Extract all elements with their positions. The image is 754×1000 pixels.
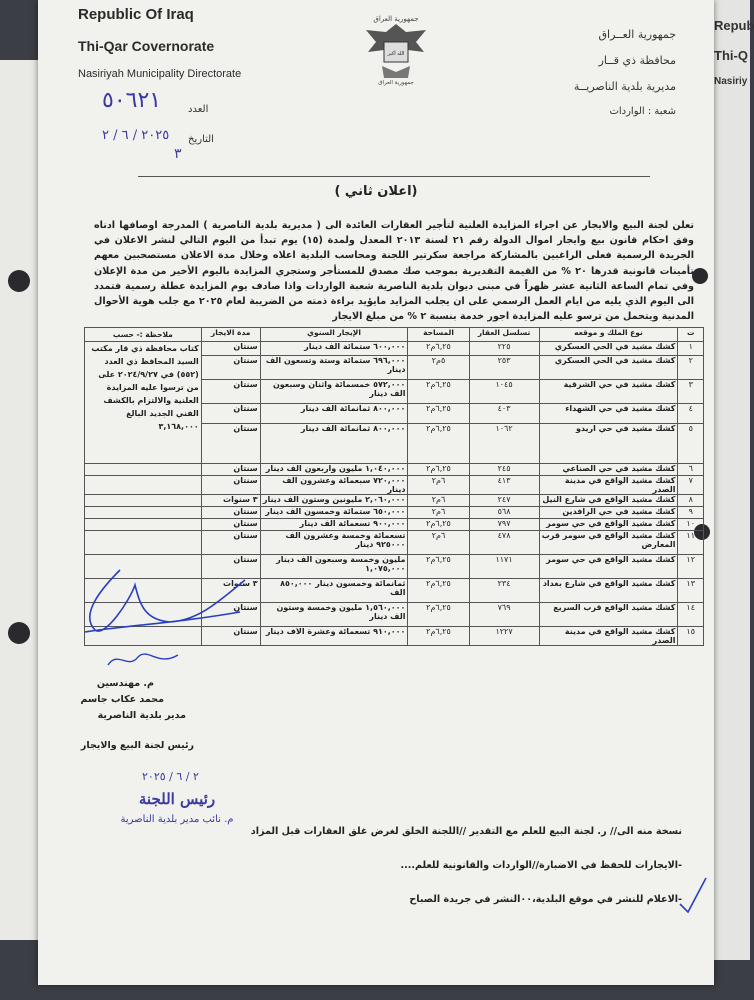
cell-number: ١١: [678, 531, 704, 555]
cell-rent: ٧٢٠,٠٠٠ سبعمائة وعشرون الف دينار: [260, 476, 408, 495]
header-divider: [138, 176, 650, 177]
header-en-country: Republic Of Iraq: [78, 6, 194, 23]
official-stamp: [82, 770, 262, 842]
cell-property: كشك مشيد الواقع في مدينة الصدر: [539, 476, 678, 495]
cell-rent: ٥٧٢,٠٠٠ خمسمائة واثنان وسبعون الف دينار: [260, 380, 408, 404]
emblem-mid-text: الله أكبر: [387, 51, 405, 57]
background-text: Nasiriy: [714, 76, 748, 87]
stamp-line2: م. نائب مدير بلدية الناصرية: [120, 814, 234, 825]
table-row: [85, 495, 704, 507]
cell-period: سنتان: [201, 342, 260, 356]
punch-hole: [8, 270, 30, 292]
col-header-note: ملاحظة :- حسب: [85, 328, 202, 342]
cell-number: ٦: [678, 464, 704, 476]
background-paper-right: [710, 0, 754, 960]
cell-note: كتاب محافظة ذي قار مكتب السيد المحافظ ذي العدد (٥٥٢) في ٢٠٢٤/٩/٢٧ على من ترسوا عليه المزايدة العلنية والالتزام بالكشف الفني الجديد البالغ ٣,١٦٨,٠٠٠: [85, 342, 202, 464]
cell-area: ٦م٢: [408, 531, 469, 555]
check-mark-icon: [678, 876, 708, 916]
cell-area: ٦م٢: [408, 476, 469, 495]
cell-note-empty: [85, 495, 202, 507]
cell-period: سنتان: [201, 555, 260, 579]
cell-area: ٦,٢٥م٢: [408, 404, 469, 424]
header-ar-section: شعبة : الواردات: [609, 106, 676, 117]
cell-rent: ٦٠٠,٠٠٠ ستمائة الف دينار: [260, 342, 408, 356]
punch-hole: [8, 622, 30, 644]
cell-rent: ٨٠٠,٠٠٠ ثمانمائة الف دينار: [260, 424, 408, 464]
punch-hole: [692, 268, 708, 284]
header-ar-directorate: مديرية بلدية الناصريــة: [573, 80, 676, 93]
cell-period: سنتان: [201, 531, 260, 555]
cell-area: ٦,٢٥م٢: [408, 579, 469, 603]
cell-sequence: ٤٧٨: [469, 531, 539, 555]
cell-number: ١٣: [678, 579, 704, 603]
cell-sequence: ٧٩٧: [469, 519, 539, 531]
cell-sequence: ٢٢٥: [469, 342, 539, 356]
cell-property: كشك مشيد في الحي العسكري: [539, 342, 678, 356]
cell-sequence: ٢٤٧: [469, 495, 539, 507]
col-header-area: المساحة: [408, 328, 469, 342]
cell-area: ٦,٢٥م٢: [408, 380, 469, 404]
cell-period: سنتان: [201, 476, 260, 495]
cell-rent: ٩١٠,٠٠٠ تسعمائة وعشرة الاف دينار: [260, 627, 408, 646]
iraq-emblem-icon: [356, 12, 436, 86]
signature-name: محمد عكاب جاسم: [80, 694, 164, 705]
cell-area: ٦,٢٥م٢: [408, 464, 469, 476]
blue-scribble-icon: [60, 560, 250, 650]
table-row: [85, 507, 704, 519]
cell-rent: مليون وخمسة وسبعون الف دينار ١,٠٧٥,٠٠٠: [260, 555, 408, 579]
cell-period: ٣ سنوات: [201, 579, 260, 603]
cell-number: ١٤: [678, 603, 704, 627]
table-row: [85, 342, 704, 356]
cell-period: سنتان: [201, 356, 260, 380]
cell-sequence: ١٠٦٢: [469, 424, 539, 464]
cell-area: ٦,٢٥م٢: [408, 342, 469, 356]
cell-period: سنتان: [201, 404, 260, 424]
cell-sequence: ٤٠٣: [469, 404, 539, 424]
cell-rent: ١,٥٦٠,٠٠٠ مليون وخمسة وستون الف دينار: [260, 603, 408, 627]
header-en-directorate: Nasiriyah Municipality Directorate: [78, 68, 242, 80]
date-handwritten: ٢٠٢٥ / ٦ / ٢: [102, 128, 170, 143]
cell-rent: ٦٩٦,٠٠٠ ستمائة وستة وتسعون الف دينار: [260, 356, 408, 380]
signature-position: مدير بلدية الناصرية: [97, 710, 186, 721]
cell-rent: ٨٠٠,٠٠٠ ثمانمائة الف دينار: [260, 404, 408, 424]
cell-number: ٧: [678, 476, 704, 495]
cell-period: سنتان: [201, 464, 260, 476]
footer-archive-line: -الايجارات للحفظ في الاضبارة//الواردات والقانونية للعلم....: [400, 860, 682, 871]
cell-property: كشك مشيد في حي الشهداء: [539, 404, 678, 424]
cell-property: كشك مشيد في حي الصناعي: [539, 464, 678, 476]
col-header-number: ت: [678, 328, 704, 342]
cell-period: سنتان: [201, 424, 260, 464]
committee-label: رئيس لجنة البيع والايجار: [80, 740, 194, 751]
cell-sequence: ٧٦٩: [469, 603, 539, 627]
cell-number: ٤: [678, 404, 704, 424]
background-text: Repub: [714, 18, 754, 33]
announcement-body: تعلن لجنة البيع والايجار عن اجراء المزايدة العلنية لتأجير العقارات العائدة الى ( مديرية بلدية الناصرية ) المدرجة اوصافها ادناه وفق احكام قانون بيع وايجار اموال الدولة رقم ٢١ لسنة ٢٠١٣ المعدل ولمدة (١٥) يوم تبدأ من اليوم التالي لنشر الاعلان في الجريدة الرسمية فعلى الراغبين بالمشاركة مراجعة سكرتير اللجنة ومحاسب البلدية اعلاه وخلال مدة الاعلان مستصحبين معهم تأمينات قانونية قدرها ٢٠ % من القيمة التقديرية بموجب صك مصدق للمستأجر وستجري المزايدة باليوم الأخير من مدة الإعلان وفي تمام الساعة الثانية عشر ظهراً في مبنى ديوان بلدية الناصرية شعبة الواردات واذا صادف يوم المزايدة عطلة رسمية فتمدد الى اليوم الذي يليه من ايام العمل الرسمي على ان يجلب المزايد مايؤيد براءة ذمته من الضريبة لعام ٢٠٢٥ مع جلب هوية الأحوال المدنية ويتحمل من ترسو عليه المزايدة اجور خدمة بنسبة ٢ % من مبلغ الايجار: [94, 220, 694, 323]
cell-property: كشك مشيد الواقع في حي سومر: [539, 555, 678, 579]
cell-sequence: ١١٧١: [469, 555, 539, 579]
cell-note-empty: [85, 464, 202, 476]
date-note-handwritten: ٣: [174, 146, 182, 162]
stamp-line1: رئيس اللجنة: [138, 790, 216, 808]
cell-area: ٦م٢: [408, 495, 469, 507]
cell-number: ١٢: [678, 555, 704, 579]
table-row: [85, 464, 704, 476]
cell-sequence: ١٠٤٥: [469, 380, 539, 404]
cell-number: ١: [678, 342, 704, 356]
cell-number: ٢: [678, 356, 704, 380]
cell-number: ١٥: [678, 627, 704, 646]
cell-area: ٦,٢٥م٢: [408, 555, 469, 579]
col-header-property: نوع الملك و موقعه: [539, 328, 678, 342]
table-row: [85, 476, 704, 495]
document-page: [38, 0, 714, 985]
cell-period: سنتان: [201, 507, 260, 519]
footer-copy-line: نسخة منه الى// ر. لجنة البيع للعلم مع التقدير //اللجنة الخلق لغرض غلق العقارات قبل المزاد: [250, 826, 682, 837]
cell-rent: ٩٠٠,٠٠٠ تسعمائة الف دينار: [260, 519, 408, 531]
cell-property: كشك مشيد الواقع في سومر قرب المعارض: [539, 531, 678, 555]
cell-sequence: ٢٤٥: [469, 464, 539, 476]
cell-rent: تسعمائة وخمسة وعشرون الف ٩٢٥٠٠٠ دينار: [260, 531, 408, 555]
cell-number: ٩: [678, 507, 704, 519]
cell-note-empty: [85, 476, 202, 495]
cell-property: كشك مشيد الواقع قرب السريع: [539, 603, 678, 627]
cell-area: ٦م٢: [408, 507, 469, 519]
date-label: التاريخ: [188, 134, 214, 145]
cell-property: كشك مشيد في حي الشرقية: [539, 380, 678, 404]
col-header-rent: الإيجار السنوي: [260, 328, 408, 342]
cell-property: كشك مشيد الواقع في حي سومر: [539, 519, 678, 531]
cell-number: ١٠: [678, 519, 704, 531]
cell-rent: ٦٥٠,٠٠٠ ستمائة وخمسون الف دينار: [260, 507, 408, 519]
cell-period: ٣ سنوات: [201, 495, 260, 507]
cell-number: ٨: [678, 495, 704, 507]
cell-rent: ١,٠٤٠,٠٠٠ مليون واربعون الف دينار: [260, 464, 408, 476]
cell-sequence: ٤١٣: [469, 476, 539, 495]
cell-rent: ٢,٠٦٠,٠٠٠ مليونين وستون الف دينار: [260, 495, 408, 507]
cell-sequence: ٥٦٨: [469, 507, 539, 519]
cell-property: كشك مشيد الواقع في شارع بغداد: [539, 579, 678, 603]
stamp-date: ٢ / ٦ / ٢٠٢٥: [142, 770, 199, 783]
cell-area: ٦,٢٥م٢: [408, 424, 469, 464]
announcement-title: (اعلان ثاني ): [334, 184, 418, 199]
signature-title: م. مهندسين: [96, 678, 154, 689]
cell-note-empty: [85, 507, 202, 519]
cell-property: كشك مشيد الواقع في شارع النيل: [539, 495, 678, 507]
header-ar-country: جمهورية العــراق: [598, 28, 676, 41]
cell-number: ٣: [678, 380, 704, 404]
cell-sequence: ٢٥٣: [469, 356, 539, 380]
col-header-sequence: تسلسل العقار: [469, 328, 539, 342]
number-handwritten: ٥٠٦٢١: [102, 88, 162, 113]
cell-period: سنتان: [201, 627, 260, 646]
cell-period: سنتان: [201, 519, 260, 531]
cell-note-empty: [85, 519, 202, 531]
cell-note-empty: [85, 531, 202, 555]
table-header-row: [85, 328, 704, 342]
col-header-period: مدة الايجار: [201, 328, 260, 342]
cell-property: كشك مشيد في حي الرافدين: [539, 507, 678, 519]
cell-number: ٥: [678, 424, 704, 464]
cell-rent: ثمانمائة وخمسون دينار ٨٥٠,٠٠٠ الف: [260, 579, 408, 603]
cell-property: كشك مشيد في الحي العسكري: [539, 356, 678, 380]
footer-publish-line: -الاعلام للنشر في موقع البلدية،٠٠النشر في جريدة الصباح: [409, 894, 682, 905]
cell-area: ٦,٢٥م٢: [408, 603, 469, 627]
cell-area: ٥م٢: [408, 356, 469, 380]
emblem-top-text: جمهورية العراق: [373, 15, 419, 23]
number-label: العدد: [188, 104, 209, 115]
cell-period: سنتان: [201, 380, 260, 404]
header-ar-governorate: محافظة ذي قــار: [598, 54, 676, 67]
cell-property: كشك مشيد في حي اريدو: [539, 424, 678, 464]
table-row: [85, 519, 704, 531]
table-row: [85, 531, 704, 555]
background-text: Thi-Q: [714, 48, 748, 63]
cell-sequence: ٢٣٤: [469, 579, 539, 603]
cell-property: كشك مشيد الواقع في مدينة الصدر: [539, 627, 678, 646]
header-en-governorate: Thi-Qar Covernorate: [78, 38, 215, 54]
cell-period: سنتان: [201, 603, 260, 627]
signature-mark-icon: [98, 645, 188, 675]
cell-area: ٦,٢٥م٢: [408, 519, 469, 531]
emblem-bottom-text: جمهورية العراق: [378, 80, 414, 86]
cell-sequence: ١٢٢٧: [469, 627, 539, 646]
cell-area: ٦,٢٥م٢: [408, 627, 469, 646]
